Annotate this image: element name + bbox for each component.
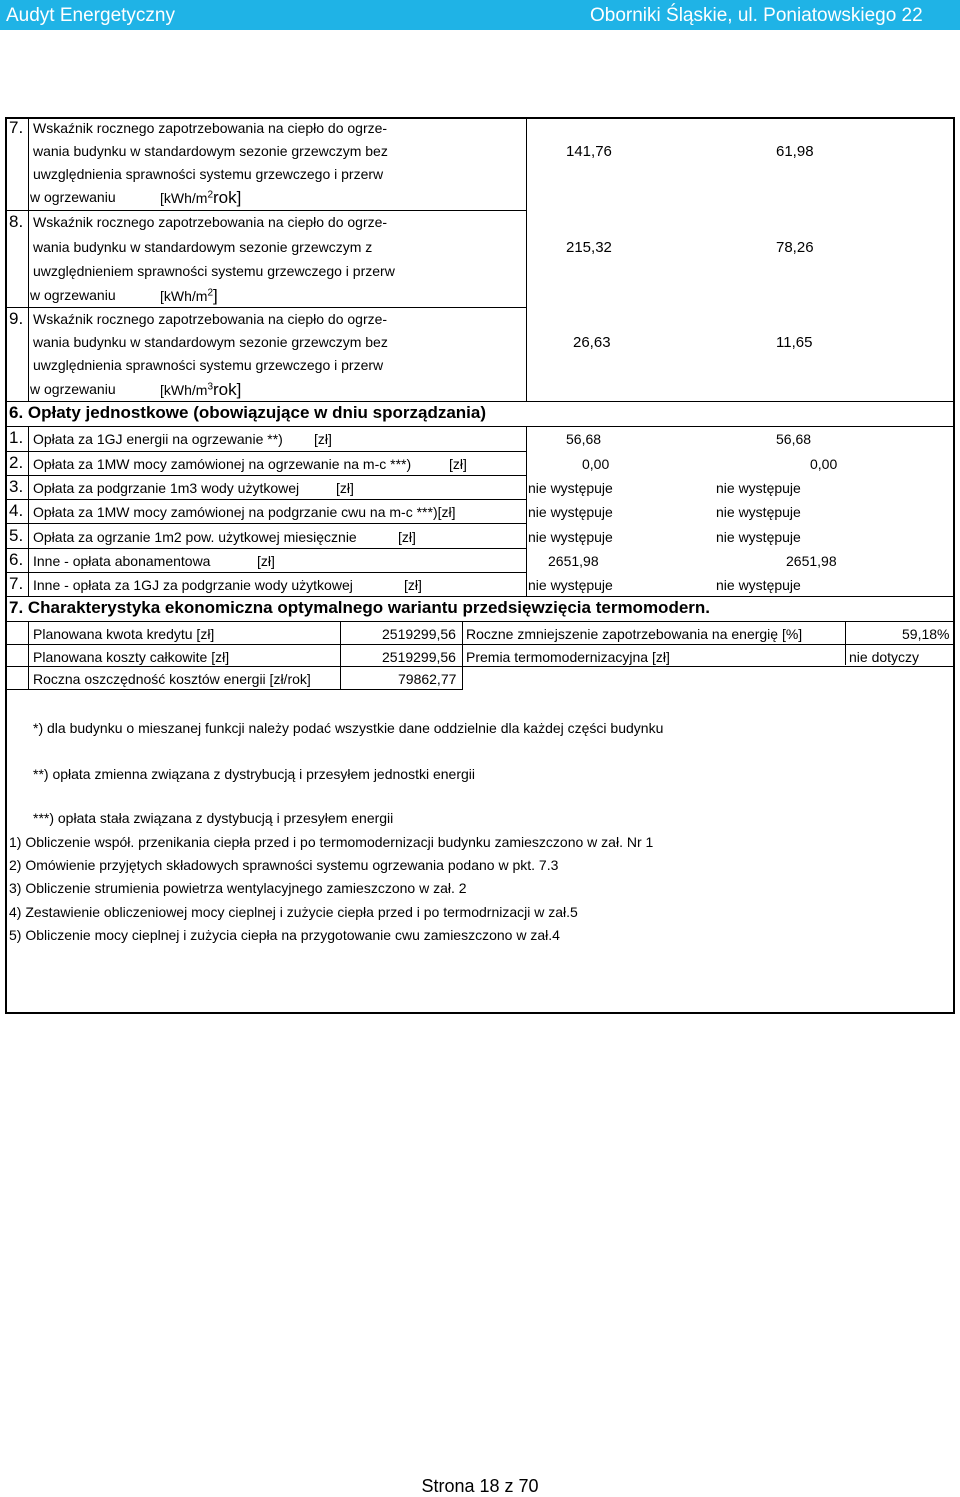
indicator-value-before: 215,32 — [566, 239, 612, 256]
header-title: Audyt Energetyczny — [6, 5, 175, 26]
section-divider — [5, 401, 955, 402]
section-divider — [5, 621, 955, 622]
indicator-number: 9. — [9, 309, 24, 328]
section-divider — [5, 596, 955, 597]
fee-value-after: nie występuje — [716, 480, 801, 496]
indicator-unit: $[kWh/m^2rok]$ — [160, 188, 242, 207]
indicator-text: w ogrzewaniu — [30, 189, 116, 205]
indicator-num-divider — [28, 117, 29, 401]
indicator-value-divider — [526, 117, 527, 401]
fee-label: Opłata za 1MW mocy zamówionej na ogrzewanie na m-c ***) — [33, 456, 412, 472]
indicator-value-after: 11,65 — [776, 334, 813, 351]
indicator-value-before: 26,63 — [573, 334, 611, 351]
indicator-text: wania budynku w standardowym sezonie grzewczym bez — [33, 143, 388, 159]
econ-label: Roczna oszczędność kosztów energii [zł/rok] — [33, 671, 311, 687]
indicator-row-divider — [5, 210, 527, 211]
fee-row-divider — [5, 572, 527, 573]
indicator-unit: $[kWh/m^3rok]$ — [160, 380, 242, 399]
indicator-value-before: 141,76 — [566, 143, 612, 160]
fee-row-divider — [5, 451, 527, 452]
indicator-number: 7. — [9, 118, 24, 137]
econ-value-secondary: 59,18% — [902, 626, 950, 642]
header-address: Oborniki Śląskie, ul. Poniatowskiego 22 — [590, 5, 923, 26]
fee-unit: [zł] — [404, 577, 422, 593]
fee-value-before: nie występuje — [528, 504, 613, 520]
econ-divider — [340, 621, 341, 689]
fee-label: Opłata za podgrzanie 1m3 wody użytkowej — [33, 480, 300, 496]
fee-unit: [zł] — [449, 456, 467, 472]
indicator-number: 8. — [9, 212, 24, 231]
indicator-text: w ogrzewaniu — [30, 381, 116, 397]
page-header — [0, 0, 960, 30]
reference-item: 1) Obliczenie współ. przenikania ciepła przed i po termomodernizacji budynku zamieszczono w zał. Nr 1 — [9, 834, 654, 850]
reference-item: 4) Zestawienie obliczeniowej mocy cieplnej i zużycie ciepła przed i po termodrnizacji w zał.5 — [9, 904, 578, 920]
indicator-text: Wskaźnik rocznego zapotrzebowania na ciepło do ogrze- — [33, 120, 388, 136]
econ-row-divider — [5, 666, 955, 667]
fee-number: 4. — [9, 501, 24, 520]
reference-item: 5) Obliczenie mocy cieplnej i zużycia ciepła na przygotowanie cwu zamieszczono w zał.4 — [9, 927, 560, 943]
econ-value-secondary: nie dotyczy — [849, 649, 920, 665]
page-number: Strona 18 z 70 — [421, 1476, 539, 1496]
fee-label: Inne - opłata za 1GJ za podgrzanie wody użytkowej — [33, 577, 353, 593]
footnote: ***) opłata stała związana z dystybucją i przesyłem energii — [33, 810, 394, 826]
fee-value-after: 0,00 — [810, 456, 838, 472]
fee-label: Opłata za ogrzanie 1m2 pow. użytkowej miesięcznie — [33, 529, 357, 545]
indicator-value-after: 78,26 — [776, 239, 814, 256]
fee-value-after: nie występuje — [716, 529, 801, 545]
indicator-text: uwzględnieniem sprawności systemu grzewczego i przerw — [33, 263, 395, 279]
fee-row-divider — [5, 475, 527, 476]
fee-value-after: 56,68 — [776, 431, 812, 447]
fee-number: 6. — [9, 550, 24, 569]
indicator-text: Wskaźnik rocznego zapotrzebowania na ciepło do ogrze- — [33, 311, 388, 327]
econ-label: Planowana koszty całkowite [zł] — [33, 649, 230, 665]
indicator-text: uwzględnienia sprawności systemu grzewczego i przerw — [33, 166, 384, 182]
fee-number: 5. — [9, 526, 24, 545]
fee-value-before: nie występuje — [528, 577, 613, 593]
indicator-text: wania budynku w standardowym sezonie grzewczym z — [33, 239, 373, 255]
indicator-text: wania budynku w standardowym sezonie grzewczym bez — [33, 334, 388, 350]
econ-label: Planowana kwota kredytu [zł] — [33, 626, 215, 642]
fee-row-divider — [5, 548, 527, 549]
reference-item: 3) Obliczenie strumienia powietrza wentylacyjnego zamieszczono w zał. 2 — [9, 880, 467, 896]
econ-divider — [28, 621, 29, 689]
reference-item: 2) Omówienie przyjętych składowych sprawności systemu ogrzewania podano w pkt. 7.3 — [9, 857, 559, 873]
section-divider — [5, 426, 955, 427]
fee-value-after: nie występuje — [716, 504, 801, 520]
fee-row-divider — [5, 499, 527, 500]
fee-value-before: nie występuje — [528, 529, 613, 545]
fee-value-before: nie występuje — [528, 480, 613, 496]
indicator-row-divider — [5, 307, 527, 308]
econ-label-secondary: Premia termomodernizacyjna [zł] — [466, 649, 670, 665]
indicator-unit: $[kWh/m^2]$ — [160, 286, 218, 305]
fee-number: 7. — [9, 574, 24, 593]
fee-value-before: 0,00 — [582, 456, 610, 472]
econ-divider — [462, 621, 463, 689]
fee-unit: [zł] — [398, 529, 416, 545]
section-title-economics: 7. Charakterystyka ekonomiczna optymalnego wariantu przedsięwzięcia termomodern. — [9, 598, 711, 617]
fee-row-divider — [5, 523, 527, 524]
footnote: **) opłata zmienna związana z dystrybucją i przesyłem jednostki energii — [33, 766, 475, 782]
indicator-text: Wskaźnik rocznego zapotrzebowania na ciepło do ogrze- — [33, 214, 388, 230]
fee-number: 2. — [9, 453, 24, 472]
econ-divider — [845, 621, 846, 665]
fee-label: Opłata za 1GJ energii na ogrzewanie **) — [33, 431, 283, 447]
indicator-text: uwzględnienia sprawności systemu grzewczego i przerw — [33, 357, 384, 373]
fee-number: 3. — [9, 477, 24, 496]
fee-value-after: nie występuje — [716, 577, 801, 593]
fee-value-after: 2651,98 — [786, 553, 837, 569]
fee-label: Inne - opłata abonamentowa — [33, 553, 211, 569]
fee-number: 1. — [9, 428, 24, 447]
fee-value-before: 56,68 — [566, 431, 602, 447]
section-title-fees: 6. Opłaty jednostkowe (obowiązujące w dniu sporządzania) — [9, 403, 487, 422]
indicator-value-after: 61,98 — [776, 143, 814, 160]
fee-label: Opłata za 1MW mocy zamówionej na podgrzanie cwu na m-c ***)[zł] — [33, 504, 456, 520]
econ-label-secondary: Roczne zmniejszenie zapotrzebowania na energię [%] — [466, 626, 803, 642]
econ-value: 79862,77 — [398, 671, 457, 687]
econ-value: 2519299,56 — [382, 649, 456, 665]
fee-unit: [zł] — [314, 431, 332, 447]
fee-value-before: 2651,98 — [548, 553, 599, 569]
fee-unit: [zł] — [257, 553, 275, 569]
econ-row-divider — [5, 689, 463, 690]
indicator-text: w ogrzewaniu — [30, 287, 116, 303]
fee-unit: [zł] — [336, 480, 354, 496]
econ-row-divider — [5, 644, 955, 645]
footnote: *) dla budynku o mieszanej funkcji należy podać wszystkie dane oddzielnie dla każdej części budynku — [33, 720, 664, 736]
econ-value: 2519299,56 — [382, 626, 456, 642]
